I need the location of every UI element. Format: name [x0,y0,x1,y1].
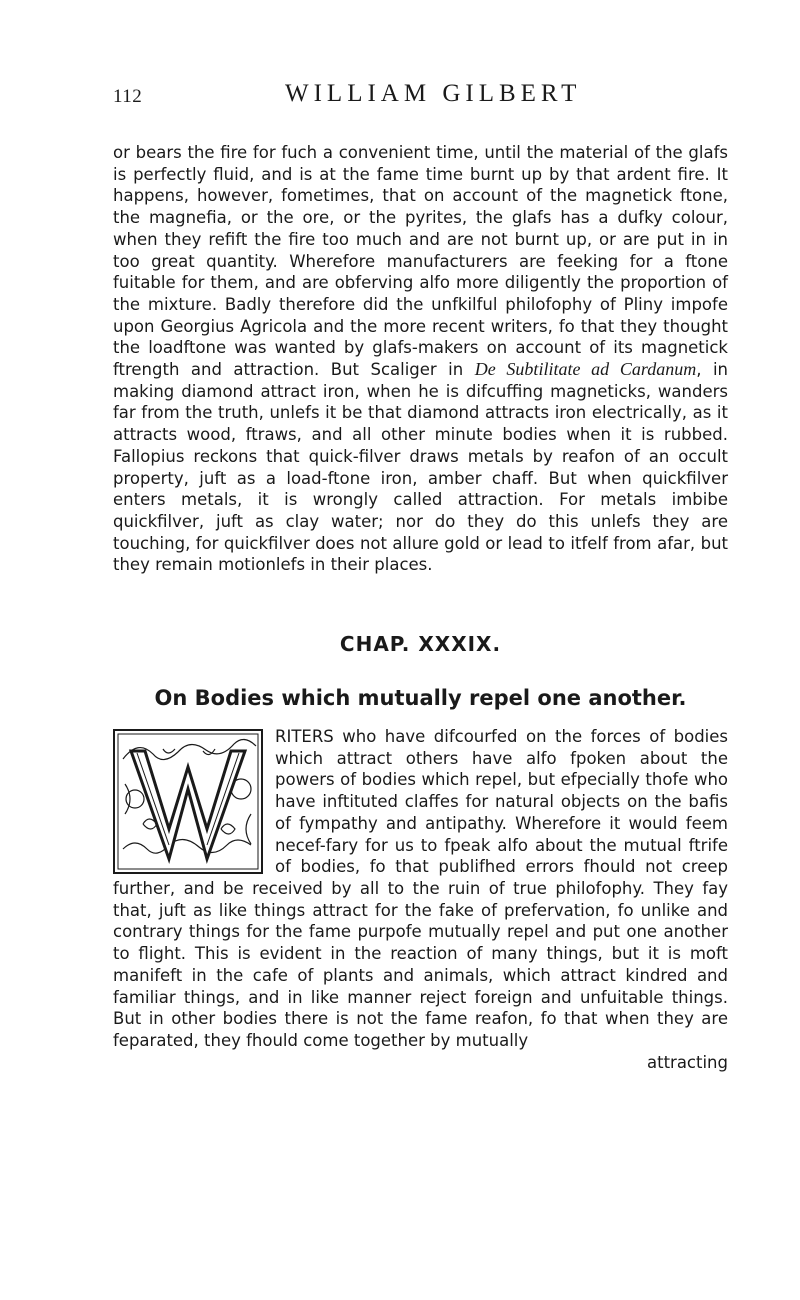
running-head [113,80,728,120]
paragraph-1-part-a: or bears the fire for fuch a convenient time, until the material of the glafs is perfectly fluid, and is at the fame time burnt up by that ardent fire. It happens, however, fometimes, that on account of the magnetick ftone, the magnefia, or the ore, or the pyrites, the glafs has a dufky colour, when they refift the fire too much and are not burnt up, or are put in in too great quantity. Wherefore manufacturers are feeking for a ftone fuitable for them, and are obferving alfo more diligently the proportion of the mixture. Badly therefore did the unfkilful philofophy of Pliny impofe upon Georgius Agricola and the more recent writers, fo that they thought the loadftone was wanted by glafs-makers on account of its magnetick ftrength and attraction. But Scaliger in [113,143,728,380]
chapter-subtitle: On Bodies which mutually repel one another. [154,686,687,711]
catchword: attracting [646,1052,728,1072]
decorated-initial-w-icon [113,729,263,874]
page-number: 112 [113,86,143,107]
paragraph-1 [113,142,728,576]
paragraph-2-text: RITERS who have difcourfed on the forces of bodies which attract others have alfo fpoken about the powers of bodies which repel, but efpecially thofe who have inftituted claffes for natural objects on the bafis of fympathy and antipathy. Wherefore it would feem necef-fary for us to fpeak alfo about the mutual ftrife of bodies, fo that publifhed errors fhould not creep further, and be received by all to the ruin of true philofophy. They fay that, juft as like things attract for the fake of prefervation, fo unlike and contrary things for the fame purpofe mutually repel and put one another to flight. This is evident in the reaction of many things, but it is moft manifeft in the cafe of plants and animals, which attract kindred and familiar things, and in like manner reject foreign and unfuitable things. But in other bodies there is not the fame reafon, fo that when they are feparated, they fhould come together by mutually [113,727,728,1050]
paragraph-1-part-b: , in making diamond attract iron, when he is difcuffing magneticks, wanders far from the truth, unlefs it be that diamond attracts iron electrically, as it attracts wood, ftraws, and all other minute bodies when it is rubbed. Fallopius reckons that quick-filver draws metals by reafon of an occult property, juft as a load-ftone iron, amber chaff. But when quickfilver enters metals, it is wrongly called attraction. For metals imbibe quickfilver, juft as clay water; nor do they do this unlefs they are touching, for quickfilver does not allure gold or lead to itfelf from afar, but they remain motionlefs in their places. [113,360,728,575]
running-title: WILLIAM GILBERT [285,80,582,107]
book-page [113,80,728,1073]
italic-book-title: De Subtilitate ad Cardanum [474,359,697,380]
initial-w-artwork [113,729,263,874]
chapter-heading: CHAP. XXXIX. [339,632,502,657]
